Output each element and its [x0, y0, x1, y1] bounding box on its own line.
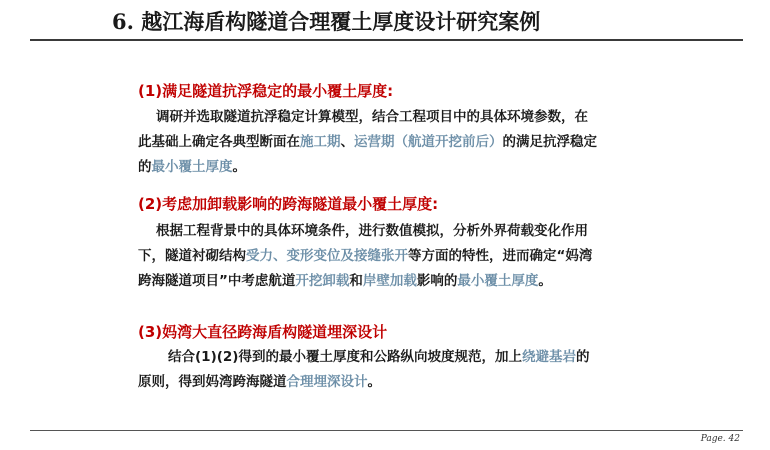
section-3-heading: (3)妈湾大直径跨海盾构隧道埋深设计: [138, 323, 388, 341]
body-text: 、: [340, 134, 354, 150]
page-number-value: 42: [728, 434, 740, 444]
section-1-body: [138, 105, 658, 180]
body-text: 的: [575, 349, 590, 365]
highlight-text: 受力、变形变位及接缝张开: [246, 248, 408, 264]
section-2-line-3: [138, 269, 658, 294]
body-text: 。: [538, 273, 552, 289]
section-2-line-2: [138, 244, 658, 269]
body-text: 结合(1)(2)得到的最小覆土厚度和公路纵向坡度规范，加上: [168, 349, 522, 365]
body-text: 下，隧道衬砌结构: [138, 248, 246, 264]
body-text: 。: [367, 374, 381, 390]
section-2-body: [138, 219, 658, 294]
body-text: 影响的: [416, 273, 458, 289]
section-1-line-3: [138, 155, 658, 180]
body-text: 此基础上确定各典型断面在: [138, 134, 300, 150]
highlight-text: 开挖卸载: [295, 273, 350, 289]
highlight-text: 运营期（航道开挖前后）: [354, 134, 503, 150]
highlight-text: 绕避基岩: [521, 349, 576, 365]
body-text: 和: [349, 273, 363, 289]
body-text: 原则，得到妈湾跨海隧道: [138, 374, 287, 390]
section-3-line-2: [138, 370, 658, 395]
section-1-line-2: [138, 130, 658, 155]
section-1-line-1: [138, 105, 658, 130]
title-divider: [30, 39, 743, 41]
section-3-body: [138, 345, 658, 395]
highlight-text: 合理埋深设计: [286, 374, 368, 390]
section-1-heading: (1)满足隧道抗浮稳定的最小覆土厚度:: [138, 82, 394, 100]
body-text: 跨海隧道项目”中考虑航道: [138, 273, 296, 289]
section-2-heading: (2)考虑加卸载影响的跨海隧道最小覆土厚度:: [138, 195, 439, 213]
highlight-text: 施工期: [300, 134, 341, 150]
highlight-text: 岸壁加载: [362, 273, 417, 289]
slide-title: 6. 越江海盾构隧道合理覆土厚度设计研究案例: [112, 9, 541, 34]
section-2-line-1: [138, 219, 658, 244]
highlight-text: 最小覆土厚度: [457, 273, 539, 289]
body-text: 根据工程背景中的具体环境条件，进行数值模拟，分析外界荷载变化作用: [156, 223, 588, 239]
body-text: 的满足抗浮稳定: [502, 134, 597, 150]
highlight-text: 最小覆土厚度: [151, 159, 233, 175]
section-3-line-1: [138, 345, 658, 370]
page-number: [701, 434, 740, 444]
body-text: 等方面的特性，进而确定“妈湾: [408, 248, 593, 264]
body-text: 的: [138, 159, 152, 175]
body-text: 。: [232, 159, 246, 175]
body-text: 调研并选取隧道抗浮稳定计算模型，结合工程项目中的具体环境参数，在: [156, 109, 588, 125]
footer-divider: [30, 430, 743, 431]
page-prefix: Page.: [700, 434, 726, 444]
